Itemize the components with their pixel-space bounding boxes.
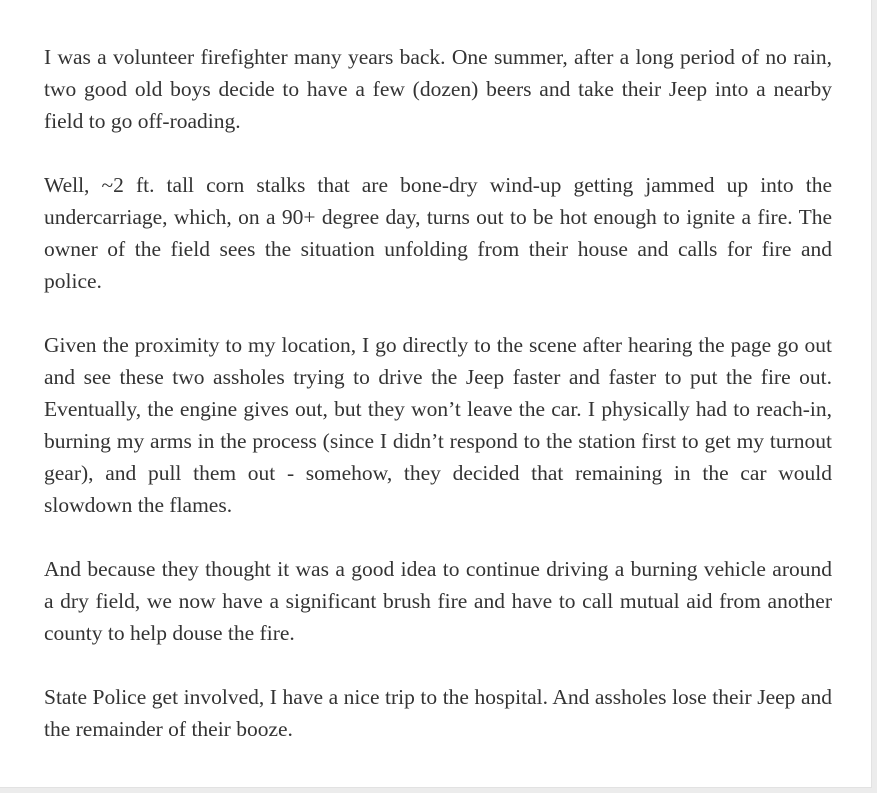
paragraph-4: And because they thought it was a good idea to continue driving a burning vehicle around a dry field, we now have a significant brush fire and have to call mutual aid from another county to help douse the fire. [44, 557, 832, 645]
paragraph-2: Well, ~2 ft. tall corn stalks that are bone-dry wind-up getting jammed up into the undercarriage, which, on a 90+ degree day, turns out to be hot enough to ignite a fire. The owner of the field sees the situation unfolding from their house and calls for fire and police. [44, 173, 832, 293]
paragraph-5: State Police get involved, I have a nice trip to the hospital. And assholes lose their Jeep and the remainder of their booze. [44, 685, 832, 741]
paragraph-1: I was a volunteer firefighter many years back. One summer, after a long period of no rain, two good old boys decide to have a few (dozen) beers and take their Jeep into a nearby field to go off-roading. [44, 45, 832, 133]
paragraph-3: Given the proximity to my location, I go directly to the scene after hearing the page go out and see these two assholes trying to drive the Jeep faster and faster to put the fire out. Eventually, the engine gives out, but they won’t leave the car. I physically had to reach-in, burning my arms in the process (since I didn’t respond to the station first to get my turnout gear), and pull them out - somehow, they decided that remaining in the car would slowdown the flames. [44, 333, 832, 517]
post-body [44, 41, 832, 745]
